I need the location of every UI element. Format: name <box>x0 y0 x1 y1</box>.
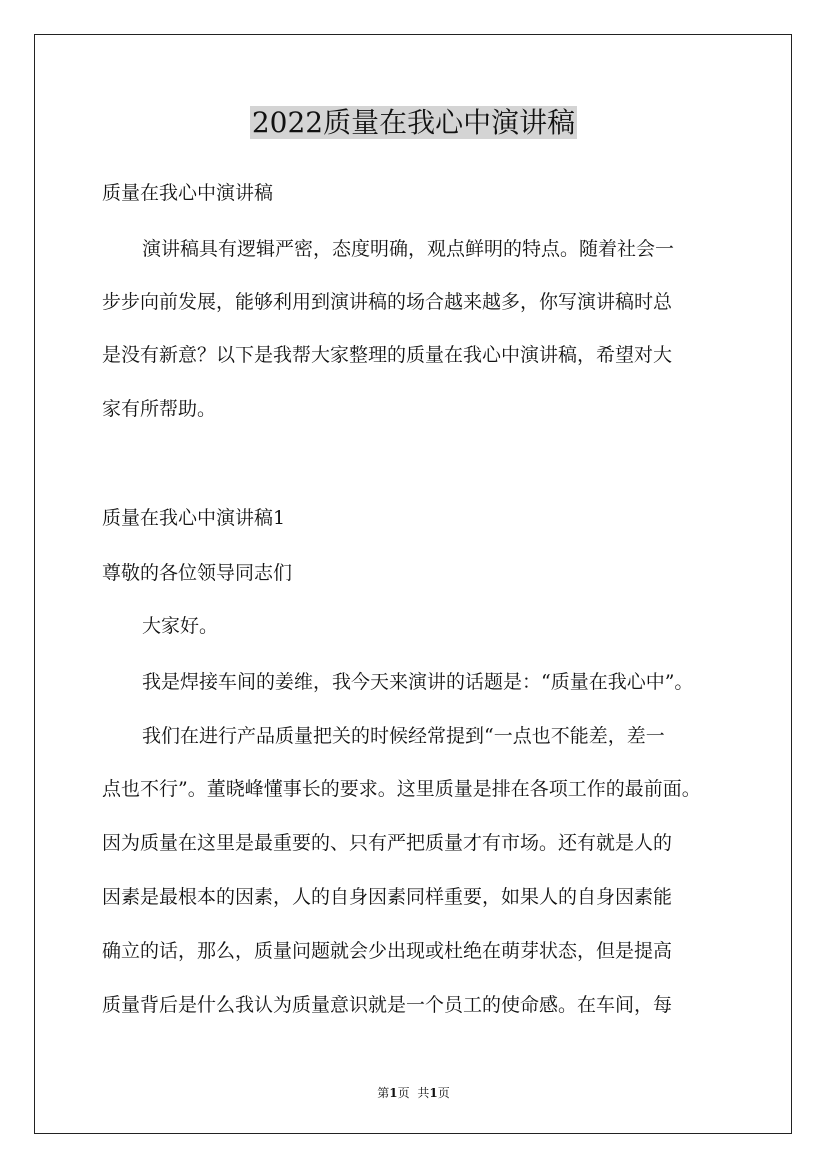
paragraph-line: 家有所帮助。 <box>102 398 217 420</box>
salutation: 尊敬的各位领导同志们 <box>102 562 293 584</box>
paragraph-line: 演讲稿具有逻辑严密，态度明确，观点鲜明的特点。随着社会一 <box>142 238 675 260</box>
footer-page-number: 1 <box>389 1086 398 1100</box>
footer-total-prefix: 共 <box>417 1086 430 1100</box>
paragraph-line: 我是焊接车间的姜维，我今天来演讲的话题是：“质量在我心中”。 <box>142 671 694 693</box>
footer-page-suffix: 页 <box>397 1086 410 1100</box>
greeting: 大家好。 <box>142 615 219 637</box>
paragraph-line: 步步向前发展，能够利用到演讲稿的场合越来越多，你写演讲稿时总 <box>102 291 673 313</box>
paragraph-line: 确立的话，那么，质量问题就会少出现或杜绝在萌芽状态，但是提高 <box>102 940 673 962</box>
paragraph-line: 因为质量在这里是最重要的、只有严把质量才有市场。还有就是人的 <box>102 832 673 854</box>
paragraph-line: 我们在进行产品质量把关的时候经常提到“一点也不能差，差一 <box>142 725 665 747</box>
paragraph-line: 是没有新意？以下是我帮大家整理的质量在我心中演讲稿，希望对大 <box>102 344 673 366</box>
paragraph-line: 因素是最根本的因素，人的自身因素同样重要，如果人的自身因素能 <box>102 886 673 908</box>
document-title <box>0 103 827 143</box>
footer-page-prefix: 第 <box>377 1086 390 1100</box>
footer-total-number: 1 <box>429 1086 438 1100</box>
speech-heading: 质量在我心中演讲稿1 <box>102 507 286 529</box>
section-heading: 质量在我心中演讲稿 <box>102 182 274 204</box>
paragraph-line: 质量背后是什么我认为质量意识就是一个员工的使命感。在车间，每 <box>102 994 673 1016</box>
document-title-text: 2022质量在我心中演讲稿 <box>251 106 576 139</box>
page-footer <box>0 1085 827 1101</box>
footer-total-suffix: 页 <box>437 1086 450 1100</box>
paragraph-line: 点也不行”。董晓峰懂事长的要求。这里质量是排在各项工作的最前面。 <box>102 778 701 800</box>
